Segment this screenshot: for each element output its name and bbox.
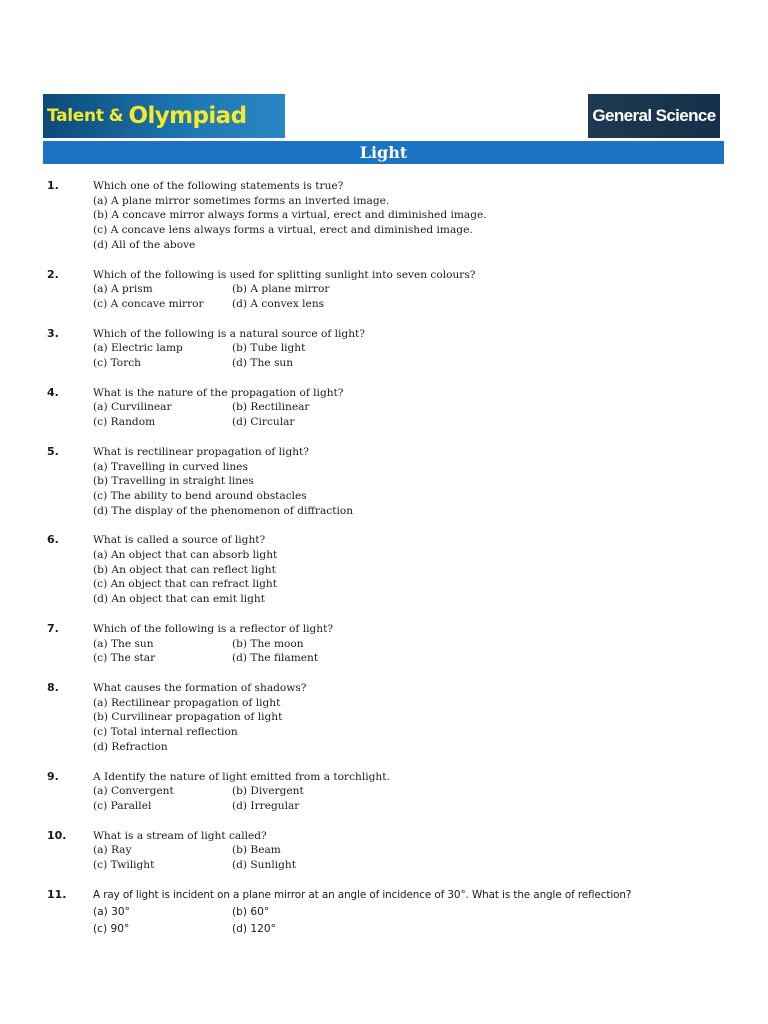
question-text: Which of the following is a reflector of light? <box>93 622 334 635</box>
option-d: (d) The display of the phenomenon of diffraction <box>93 504 354 517</box>
option-b: (b) The moon <box>232 637 304 650</box>
option-c: (c) An object that can refract light <box>93 578 277 591</box>
logo-talent-text: Talent <box>47 106 104 126</box>
option-d: (d) Circular <box>232 416 295 429</box>
option-row <box>93 921 768 938</box>
option-c: (c) A concave lens always forms a virtual, erect and diminished image. <box>93 224 473 237</box>
question-6 <box>0 533 768 607</box>
chapter-title-bar <box>43 141 724 164</box>
option-row <box>93 637 768 652</box>
question-number: 10. <box>47 828 67 842</box>
option-a: (a) Electric lamp <box>93 342 183 355</box>
option-b: (b) A concave mirror always forms a virtual, erect and diminished image. <box>93 209 487 222</box>
question-number: 3. <box>47 326 59 340</box>
logo-ampersand: & <box>108 106 124 126</box>
option-row <box>93 297 768 312</box>
option-row <box>93 651 768 666</box>
question-text: Which of the following is a natural source of light? <box>93 327 365 340</box>
question-number: 7. <box>47 621 59 635</box>
question-text: What is the nature of the propagation of light? <box>93 386 344 399</box>
option-row <box>93 356 768 371</box>
question-1 <box>0 179 768 253</box>
question-9 <box>0 770 768 814</box>
option-a: (a) Travelling in curved lines <box>93 460 248 473</box>
option-a: (a) Curvilinear <box>93 401 172 414</box>
option-row <box>93 799 768 814</box>
option-c: (c) A concave mirror <box>93 297 204 310</box>
question-text: A ray of light is incident on a plane mirror at an angle of incidence of 30°. What is the angle of reflection? <box>93 888 632 901</box>
question-3 <box>0 327 768 371</box>
option-d: (d) Sunlight <box>232 859 296 872</box>
question-number: 5. <box>47 444 59 458</box>
option-row <box>93 341 768 356</box>
question-text: What is rectilinear propagation of light? <box>93 445 309 458</box>
option-d: (d) An object that can emit light <box>93 593 265 606</box>
option-c: (c) 90° <box>93 923 130 936</box>
subject-badge <box>588 94 720 138</box>
question-8 <box>0 681 768 755</box>
question-number: 11. <box>47 887 67 901</box>
question-text: Which of the following is used for splitting sunlight into seven colours? <box>93 268 476 281</box>
option-d: (d) The filament <box>232 652 319 665</box>
option-a: (a) Rectilinear propagation of light <box>93 696 281 709</box>
option-c: (c) Torch <box>93 357 142 370</box>
question-number: 4. <box>47 385 59 399</box>
option-c: (c) Parallel <box>93 799 152 812</box>
question-10 <box>0 829 768 873</box>
question-number: 2. <box>47 267 59 281</box>
option-row <box>93 415 768 430</box>
option-b: (b) Curvilinear propagation of light <box>93 711 283 724</box>
option-d: (d) The sun <box>232 357 294 370</box>
chapter-title: Light <box>359 143 408 162</box>
question-7 <box>0 622 768 666</box>
logo-olympiad-text: Olympiad <box>128 103 247 129</box>
subject-label: General Science <box>592 106 716 125</box>
question-number: 6. <box>47 533 59 547</box>
option-b: (b) Tube light <box>232 342 306 355</box>
option-d: (d) Irregular <box>232 799 300 812</box>
option-a: (a) A plane mirror sometimes forms an inverted image. <box>93 194 390 207</box>
option-b: (b) An object that can reflect light <box>93 563 276 576</box>
option-a: (a) 30° <box>93 906 130 919</box>
option-b: (b) Rectilinear <box>232 401 310 414</box>
question-text: What is called a source of light? <box>93 534 266 547</box>
option-c: (c) Random <box>93 416 156 429</box>
question-number: 9. <box>47 769 59 783</box>
option-a: (a) The sun <box>93 637 154 650</box>
question-2 <box>0 268 768 312</box>
option-b: (b) A plane mirror <box>232 283 330 296</box>
option-row <box>93 784 768 799</box>
option-b: (b) Travelling in straight lines <box>93 475 254 488</box>
question-number: 1. <box>47 179 59 192</box>
option-row <box>93 858 768 873</box>
option-row <box>93 904 768 921</box>
question-5 <box>0 445 768 519</box>
question-list <box>0 179 768 953</box>
option-a: (a) An object that can absorb light <box>93 549 278 562</box>
option-d: (d) A convex lens <box>232 297 325 310</box>
option-c: (c) The star <box>93 652 156 665</box>
question-11 <box>0 888 768 939</box>
option-d: (d) Refraction <box>93 740 168 753</box>
option-c: (c) Twilight <box>93 859 155 872</box>
question-text: What is a stream of light called? <box>93 829 267 842</box>
option-c: (c) Total internal reflection <box>93 726 238 739</box>
question-text: Which one of the following statements is true? <box>93 180 344 192</box>
option-a: (a) A prism <box>93 283 153 296</box>
question-number: 8. <box>47 680 59 694</box>
option-b: (b) Divergent <box>232 785 304 798</box>
option-d: (d) All of the above <box>93 238 196 251</box>
question-text: What causes the formation of shadows? <box>93 681 307 694</box>
option-a: (a) Ray <box>93 844 132 857</box>
option-a: (a) Convergent <box>93 785 174 798</box>
option-b: (b) Beam <box>232 844 281 857</box>
option-b: (b) 60° <box>232 906 270 919</box>
option-row <box>93 282 768 297</box>
option-c: (c) The ability to bend around obstacles <box>93 489 307 502</box>
talent-olympiad-logo <box>43 94 285 138</box>
option-row <box>93 400 768 415</box>
option-row <box>93 843 768 858</box>
question-text: A Identify the nature of light emitted from a torchlight. <box>93 770 390 783</box>
question-4 <box>0 386 768 430</box>
option-d: (d) 120° <box>232 923 276 936</box>
